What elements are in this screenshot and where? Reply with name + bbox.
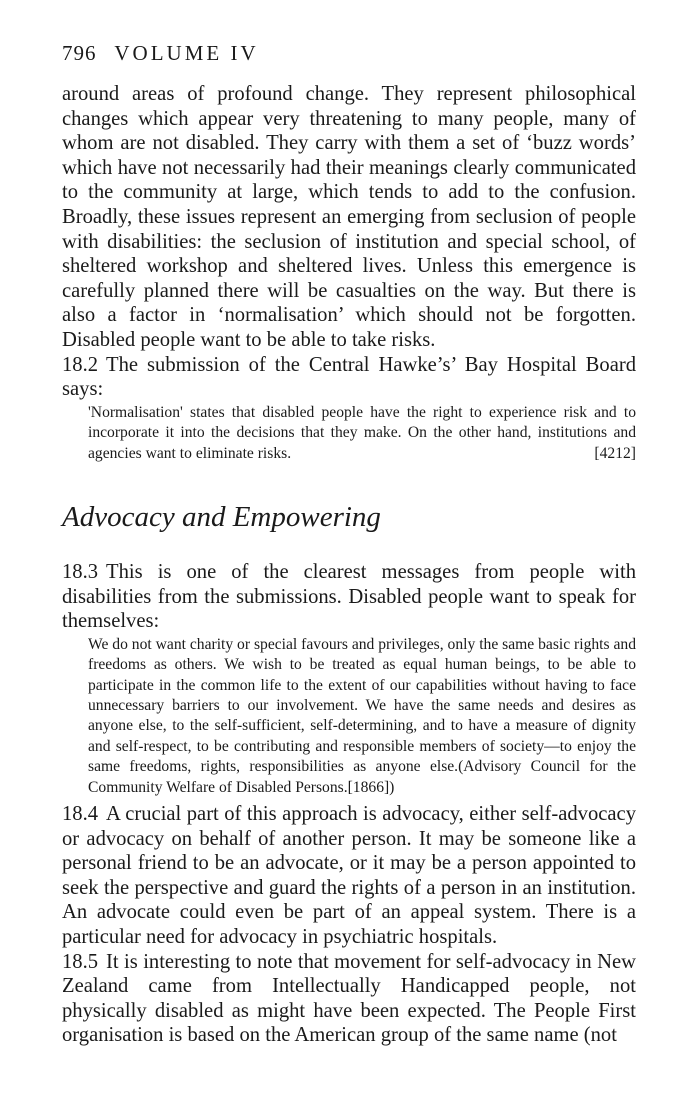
paragraph-text: It is interesting to note that movement for self-advocacy in New Zealand came from Intellectually Handicapped people, not physically disabled as might have been expected. The People First organisation is based on the American group of the same name (not — [62, 950, 636, 1047]
volume-label: VOLUME IV — [114, 41, 259, 65]
quote-reference: [4212] — [594, 444, 636, 462]
paragraph-number: 18.4 — [62, 802, 99, 825]
paragraph-18-3 — [62, 560, 636, 634]
quote-text: 'Normalisation' states that disabled people have the right to experience risk and to incorporate it into the decisions that they make. On the other hand, institutions and agencies want to eliminate risks. — [88, 403, 636, 462]
block-quote-advisory-council — [88, 635, 636, 798]
paragraph-number: 18.2 — [62, 353, 99, 376]
paragraph-18-5 — [62, 950, 636, 1048]
paragraph-number: 18.5 — [62, 950, 99, 973]
section-heading: Advocacy and Empowering — [62, 500, 381, 533]
paragraph-text: The submission of the Central Hawke’s’ Bay Hospital Board says: — [62, 353, 636, 401]
quote-text: We do not want charity or special favours and privileges, only the same basic rights and freedoms as others. We wish to be treated as equal human beings, to be able to participate in the common life to the extent of our capabilities without having to face unnecessary barriers to our involvement. We have the same needs and desires as anyone else, to the self-sufficient, self-determining, and to have a measure of dignity and self-respect, to be contributing and responsible members of society—to enjoy the same freedoms, rights, responsibilities as anyone else.(Advisory Council for the Community Welfare of Disabled Persons.[1866]) — [88, 635, 636, 796]
block-quote-hospital-board — [88, 403, 636, 464]
paragraph-text: This is one of the clearest messages from people with disabilities from the submissions. Disabled people want to speak for themselves: — [62, 560, 636, 633]
paragraph-text: A crucial part of this approach is advocacy, either self-advocacy or advocacy on behalf of another person. It may be someone like a personal friend to be an advocate, or it may be a person appointed to seek the perspective and guard the rights of a person in an institution. An advocate could even be part of an appeal system. There is a particular need for advocacy in psychiatric hospitals. — [62, 802, 636, 948]
paragraph-intro: around areas of profound change. They represent philosophical changes which appear very threatening to many people, many of whom are not disabled. They carry with them a set of ‘buzz words’ which have not necessarily had their meanings clearly communicated to the community at large, which tends to add to the confusion. Broadly, these issues represent an emerging from seclusion of people with disabilities: the seclusion of institution and special school, of sheltered workshop and sheltered lives. Unless this emergence is carefully planned there will be casualties on the way. But there is also a factor in ‘normalisation’ which should not be forgotten. Disabled people want to be able to take risks. — [62, 83, 636, 351]
running-header — [62, 38, 636, 68]
paragraph-18-2 — [62, 353, 636, 402]
page-number: 796 — [62, 41, 97, 65]
document-page — [62, 38, 636, 1048]
paragraph-number: 18.3 — [62, 560, 99, 583]
paragraph-18-4 — [62, 802, 636, 950]
